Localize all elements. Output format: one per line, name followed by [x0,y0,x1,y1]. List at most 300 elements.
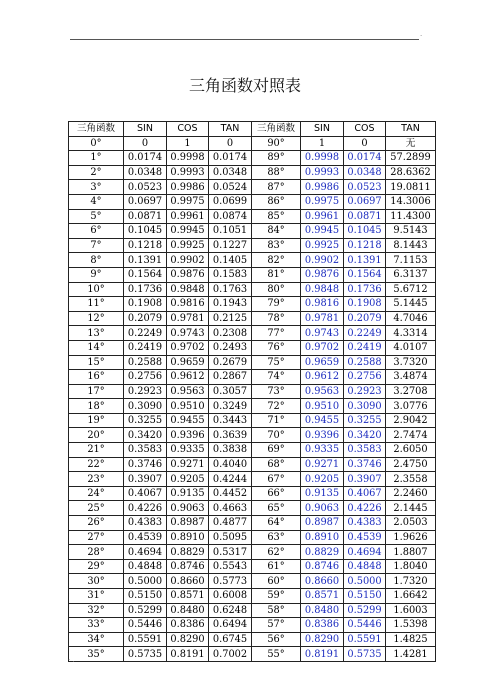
table-cell: 7° [69,238,124,253]
table-cell: 74° [252,370,301,385]
table-cell: 60° [252,574,301,589]
table-cell: 0.3907 [124,472,167,487]
table-cell: 0 [344,136,386,151]
table-cell: 66° [252,486,301,501]
table-cell: 19° [69,413,124,428]
table-cell: 0.4848 [344,559,386,574]
table-cell: 0.5000 [344,574,386,589]
table-cell: 4.0107 [386,340,436,355]
table-row [69,486,436,501]
table-row [69,136,436,151]
table-cell: 0.9396 [167,428,209,443]
table-cell: 1.4825 [386,632,436,647]
table-cell: 0.8746 [301,559,344,574]
table-row [69,545,436,560]
table-cell: 1.6003 [386,603,436,618]
table-cell: 0.4226 [344,501,386,516]
table-cell: 0.8571 [301,589,344,604]
table-cell: 1 [301,136,344,151]
table-cell: 1° [69,151,124,166]
table-cell: 0.1218 [124,238,167,253]
table-cell: 0.0874 [209,209,252,224]
table-cell: 0.3746 [344,457,386,472]
table-cell: 0.3090 [124,399,167,414]
table-cell: 71° [252,413,301,428]
table-row [69,472,436,487]
table-cell: 29° [69,559,124,574]
table-cell: 0.9205 [167,472,209,487]
table-cell: 0.9986 [301,180,344,195]
table-cell: 0.8746 [167,559,209,574]
table-cell: 0.6248 [209,603,252,618]
table-cell: 0.9848 [301,282,344,297]
table-cell: 0.8290 [167,632,209,647]
table-cell: 0.2923 [344,384,386,399]
table-cell: 1.4281 [386,647,436,662]
table-cell: 0.9396 [301,428,344,443]
table-cell: 55° [252,647,301,662]
table-cell: 0.1583 [209,267,252,282]
table-cell: 5.1445 [386,297,436,312]
table-cell: 65° [252,501,301,516]
table-cell: 0.9563 [167,384,209,399]
table-cell: 24° [69,486,124,501]
table-cell: 0.9455 [301,413,344,428]
table-cell: 0.4663 [209,501,252,516]
table-cell: 0.9135 [167,486,209,501]
table-cell: 17° [69,384,124,399]
table-cell: 11.4300 [386,209,436,224]
table-cell: 0.5543 [209,559,252,574]
table-cell: 4.7046 [386,311,436,326]
table-cell: 1 [167,136,209,151]
column-header: 三角函数 [252,122,301,137]
table-cell: 67° [252,472,301,487]
table-cell: 84° [252,224,301,239]
table-cell: 69° [252,443,301,458]
table-cell: 5° [69,209,124,224]
table-cell: 0.5446 [124,618,167,633]
table-cell: 63° [252,530,301,545]
table-cell: 31° [69,589,124,604]
table-cell: 14° [69,340,124,355]
table-cell: 3.7320 [386,355,436,370]
table-cell: 5.6712 [386,282,436,297]
table-cell: 18° [69,399,124,414]
table-cell: 0.1218 [344,238,386,253]
footer-mark: · . [68,656,75,664]
table-cell: 0.9993 [301,165,344,180]
table-cell: 0.1391 [344,253,386,268]
table-cell: 0.9816 [167,297,209,312]
table-cell: 85° [252,209,301,224]
table-row [69,224,436,239]
table-cell: 2.4750 [386,457,436,472]
table-cell: 0.0699 [209,194,252,209]
table-cell: 2° [69,165,124,180]
table-cell: 0.0174 [209,151,252,166]
page-title: 三角函数对照表 [188,76,301,95]
table-cell: 57° [252,618,301,633]
table-cell: 30° [69,574,124,589]
table-cell: 0.9271 [301,457,344,472]
table-cell: 0.8987 [301,516,344,531]
table-cell: 0.3907 [344,472,386,487]
table-cell: 0.3443 [209,413,252,428]
table-cell: 1.8807 [386,545,436,560]
table-cell: 0.5446 [344,618,386,633]
table-cell: 34° [69,632,124,647]
table-cell: 0.8386 [301,618,344,633]
table-cell: 57.2899 [386,151,436,166]
table-cell: 0.9961 [167,209,209,224]
table-cell: 0.0523 [124,180,167,195]
table-cell: 0.8910 [301,530,344,545]
table-row [69,530,436,545]
table-cell: 0.2079 [124,311,167,326]
table-cell: 26° [69,516,124,531]
table-cell: 0.4452 [209,486,252,501]
table-cell: 4° [69,194,124,209]
table-cell: 0.0871 [344,209,386,224]
table-cell: 1.5398 [386,618,436,633]
table-row [69,428,436,443]
table-row [69,443,436,458]
header-mark: · [420,32,423,40]
table-cell: 1.8040 [386,559,436,574]
table-cell: 77° [252,326,301,341]
table-cell: 0.9510 [301,399,344,414]
table-cell: 0.2419 [344,340,386,355]
table-cell: 0.2249 [124,326,167,341]
table-cell: 0.9986 [167,180,209,195]
table-row [69,457,436,472]
table-cell: 89° [252,151,301,166]
table-cell: 15° [69,355,124,370]
table-row [69,165,436,180]
table-cell: 28° [69,545,124,560]
table-cell: 2.2460 [386,486,436,501]
table-cell: 0.9816 [301,297,344,312]
table-cell: 0.3249 [209,399,252,414]
table-cell: 0.9335 [167,443,209,458]
table-cell: 1.9626 [386,530,436,545]
table-cell: 0.9455 [167,413,209,428]
table-cell: 2.0503 [386,516,436,531]
table-cell: 6.3137 [386,267,436,282]
table-cell: 0.8987 [167,516,209,531]
table-cell: 0.1564 [124,267,167,282]
table-cell: 0.8191 [301,647,344,662]
table-row [69,632,436,647]
table-cell: 73° [252,384,301,399]
table-cell: 0.4539 [344,530,386,545]
column-header: COS [344,122,386,137]
table-cell: 0.4067 [124,486,167,501]
table-cell: 0.9925 [167,238,209,253]
table-cell: 0.9781 [301,311,344,326]
table-cell: 0.4877 [209,516,252,531]
table-cell: 32° [69,603,124,618]
table-cell: 0.9925 [301,238,344,253]
table-cell: 0.5773 [209,574,252,589]
table-cell: 21° [69,443,124,458]
table-cell: 0.1736 [344,282,386,297]
table-cell: 12° [69,311,124,326]
table-cell: 0.9902 [167,253,209,268]
table-cell: 9.5143 [386,224,436,239]
table-cell: 0.9998 [167,151,209,166]
table-cell: 0.1391 [124,253,167,268]
table-cell: 0.5591 [344,632,386,647]
table-cell: 0.2079 [344,311,386,326]
header-rule [70,39,419,40]
table-cell: 23° [69,472,124,487]
table-row [69,589,436,604]
table-cell: 0.9205 [301,472,344,487]
table-cell: 0.3090 [344,399,386,414]
table-cell: 6° [69,224,124,239]
table-cell: 3.4874 [386,370,436,385]
table-cell: 0.2419 [124,340,167,355]
table-cell: 64° [252,516,301,531]
table-cell: 0.0871 [124,209,167,224]
table-cell: 33° [69,618,124,633]
table-cell: 0.9998 [301,151,344,166]
table-cell: 2.9042 [386,413,436,428]
table-cell: 1.7320 [386,574,436,589]
table-cell: 0.1051 [209,224,252,239]
table-cell: 4.3314 [386,326,436,341]
table-row [69,384,436,399]
table-cell: 7.1153 [386,253,436,268]
table-row [69,180,436,195]
table-cell: 8.1443 [386,238,436,253]
table-cell: 9° [69,267,124,282]
table-cell: 0.9702 [301,340,344,355]
table-row [69,647,436,662]
table-cell: 0.7002 [209,647,252,662]
table-cell: 0.9743 [167,326,209,341]
table-cell: 0.0524 [209,180,252,195]
table-cell: 0.6494 [209,618,252,633]
table-cell: 0.2923 [124,384,167,399]
trig-table [68,121,436,662]
table-row [69,355,436,370]
table-cell: 0.3255 [344,413,386,428]
table-row [69,297,436,312]
table-cell: 0.0523 [344,180,386,195]
table-cell: 0.9848 [167,282,209,297]
table-cell: 2.7474 [386,428,436,443]
column-header: TAN [209,122,252,137]
column-header: SIN [301,122,344,137]
table-cell: 无 [386,136,436,151]
table-cell: 0.9945 [167,224,209,239]
table-cell: 25° [69,501,124,516]
table-row [69,238,436,253]
table-cell: 79° [252,297,301,312]
table-cell: 0 [209,136,252,151]
table-cell: 0.9961 [301,209,344,224]
table-cell: 0.0697 [344,194,386,209]
table-cell: 0.9510 [167,399,209,414]
table-cell: 0.8829 [301,545,344,560]
table-cell: 2.1445 [386,501,436,516]
table-cell: 14.3006 [386,194,436,209]
table-cell: 0.5735 [124,647,167,662]
table-cell: 0.0174 [124,151,167,166]
table-row [69,516,436,531]
table-cell: 0.1045 [344,224,386,239]
table-cell: 0.2867 [209,370,252,385]
table-cell: 88° [252,165,301,180]
table-cell: 0.9135 [301,486,344,501]
table-cell: 0.9612 [301,370,344,385]
table-cell: 0.5095 [209,530,252,545]
table-cell: 0.3255 [124,413,167,428]
table-cell: 0.5299 [124,603,167,618]
table-row [69,603,436,618]
table-cell: 27° [69,530,124,545]
table-cell: 58° [252,603,301,618]
table-cell: 10° [69,282,124,297]
table-cell: 0.5150 [124,589,167,604]
table-cell: 11° [69,297,124,312]
table-cell: 2.3558 [386,472,436,487]
table-cell: 0.1736 [124,282,167,297]
table-cell: 28.6362 [386,165,436,180]
table-cell: 0.4539 [124,530,167,545]
table-cell: 0.2249 [344,326,386,341]
table-cell: 19.0811 [386,180,436,195]
table-cell: 0.2679 [209,355,252,370]
table-cell: 0.1227 [209,238,252,253]
table-cell: 0.8191 [167,647,209,662]
table-cell: 80° [252,282,301,297]
table-cell: 0.0348 [124,165,167,180]
table-cell: 75° [252,355,301,370]
table-cell: 0.4067 [344,486,386,501]
table-cell: 0 [124,136,167,151]
table-cell: 0.9876 [301,267,344,282]
table-cell: 0.4694 [344,545,386,560]
table-cell: 0.9271 [167,457,209,472]
table-cell: 0.4848 [124,559,167,574]
table-cell: 0.9063 [301,501,344,516]
table-cell: 0.1763 [209,282,252,297]
table-cell: 0.1943 [209,297,252,312]
table-cell: 0.8660 [301,574,344,589]
table-cell: 0.5150 [344,589,386,604]
table-row [69,194,436,209]
table-cell: 0.4244 [209,472,252,487]
table-cell: 83° [252,238,301,253]
table-cell: 0.2125 [209,311,252,326]
table-cell: 56° [252,632,301,647]
table-cell: 0.5317 [209,545,252,560]
table-cell: 0.3639 [209,428,252,443]
table-cell: 0.9975 [301,194,344,209]
table-cell: 87° [252,180,301,195]
table-cell: 35° [69,647,124,662]
table-row [69,340,436,355]
table-cell: 0.2588 [344,355,386,370]
table-cell: 2.6050 [386,443,436,458]
table-row [69,399,436,414]
table-row [69,559,436,574]
table-cell: 1.6642 [386,589,436,604]
table-cell: 0.0174 [344,151,386,166]
table-cell: 0° [69,136,124,151]
table-cell: 0.8290 [301,632,344,647]
table-cell: 0.9945 [301,224,344,239]
table-cell: 0.9563 [301,384,344,399]
table-cell: 0.2756 [124,370,167,385]
table-cell: 61° [252,559,301,574]
table-cell: 0.1908 [344,297,386,312]
table-cell: 0.1045 [124,224,167,239]
table-cell: 0.9876 [167,267,209,282]
table-cell: 0.8829 [167,545,209,560]
table-cell: 0.3420 [344,428,386,443]
table-cell: 0.6745 [209,632,252,647]
table-header-row [69,122,436,137]
table-cell: 0.8480 [167,603,209,618]
table-cell: 0.8571 [167,589,209,604]
column-header: COS [167,122,209,137]
table-cell: 16° [69,370,124,385]
table-cell: 0.9993 [167,165,209,180]
table-row [69,574,436,589]
table-cell: 0.1405 [209,253,252,268]
table-cell: 20° [69,428,124,443]
table-cell: 0.9743 [301,326,344,341]
table-cell: 0.3838 [209,443,252,458]
table-row [69,326,436,341]
table-cell: 0.3746 [124,457,167,472]
column-header: TAN [386,122,436,137]
table-cell: 0.4226 [124,501,167,516]
table-cell: 0.8386 [167,618,209,633]
table-cell: 0.2756 [344,370,386,385]
table-cell: 0.9902 [301,253,344,268]
table-cell: 0.5735 [344,647,386,662]
table-cell: 0.2588 [124,355,167,370]
table-cell: 0.5299 [344,603,386,618]
table-cell: 8° [69,253,124,268]
table-row [69,209,436,224]
table-cell: 0.9975 [167,194,209,209]
table-row [69,282,436,297]
table-cell: 0.3057 [209,384,252,399]
table-cell: 0.9612 [167,370,209,385]
table-cell: 0.4694 [124,545,167,560]
table-cell: 0.8910 [167,530,209,545]
table-cell: 0.8660 [167,574,209,589]
table-row [69,267,436,282]
table-row [69,501,436,516]
table-cell: 22° [69,457,124,472]
table-body [69,136,436,661]
table-cell: 62° [252,545,301,560]
table-cell: 86° [252,194,301,209]
table-cell: 0.0348 [344,165,386,180]
table-cell: 81° [252,267,301,282]
table-cell: 76° [252,340,301,355]
table-row [69,413,436,428]
table-cell: 0.2493 [209,340,252,355]
